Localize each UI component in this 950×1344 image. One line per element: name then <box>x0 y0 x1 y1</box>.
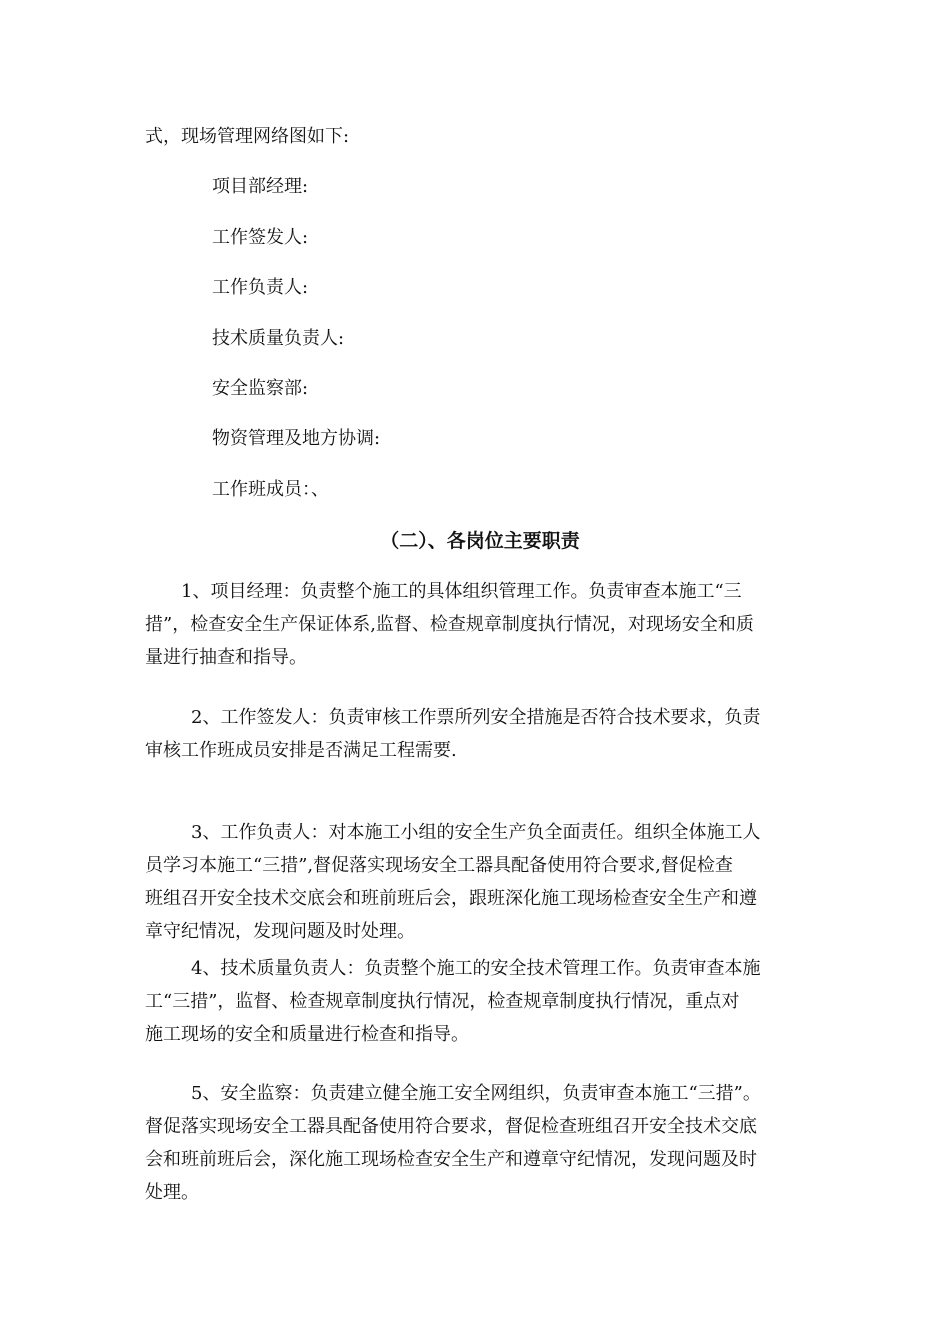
roster-item-project-manager: 项目部经理: <box>212 176 309 197</box>
duty-5-line-1: 5、安全监察：负责建立健全施工安全网组织，负责审查本施工“三措”。 <box>191 1083 761 1104</box>
roster-item-team-members: 工作班成员：、 <box>212 479 329 500</box>
duty-5-line-3: 会和班前班后会，深化施工现场检查安全生产和遵章守纪情况，发现问题及时 <box>145 1149 757 1170</box>
duty-4-line-2: 工“三措”，监督、检查规章制度执行情况，检查规章制度执行情况，重点对 <box>145 991 740 1012</box>
roster-item-tech-quality-leader: 技术质量负责人: <box>212 328 345 349</box>
duty-4-line-1: 4、技术质量负责人：负责整个施工的安全技术管理工作。负责审查本施 <box>191 958 761 979</box>
section-heading: （二）、各岗位主要职责 <box>380 530 580 552</box>
duty-1-line-3: 量进行抽查和指导。 <box>145 647 307 668</box>
duty-paragraph-3 <box>145 816 805 948</box>
roster-item-work-leader: 工作负责人: <box>212 277 309 298</box>
duty-3-line-1: 3、工作负责人：对本施工小组的安全生产负全面责任。组织全体施工人 <box>191 822 761 843</box>
duty-2-line-2: 审核工作班成员安排是否满足工程需要. <box>145 740 457 761</box>
duty-2-line-1: 2、工作签发人：负责审核工作票所列安全措施是否符合技术要求，负责 <box>191 707 761 728</box>
duty-3-line-2: 员学习本施工“三措”,督促落实现场安全工器具配备使用符合要求,督促检查 <box>145 855 733 876</box>
duty-1-line-1: 1、项目经理：负责整个施工的具体组织管理工作。负责审查本施工“三 <box>181 581 742 602</box>
duty-5-line-4: 处理。 <box>145 1182 199 1203</box>
duty-paragraph-4 <box>145 952 805 1051</box>
roster-item-work-issuer: 工作签发人: <box>212 227 309 248</box>
duty-1-line-2: 措”，检查安全生产保证体系,监督、检查规章制度执行情况，对现场安全和质 <box>145 614 754 635</box>
duty-3-line-3: 班组召开安全技术交底会和班前班后会，跟班深化施工现场检查安全生产和遵 <box>145 888 757 909</box>
duty-4-line-3: 施工现场的安全和质量进行检查和指导。 <box>145 1024 469 1045</box>
duty-5-line-2: 督促落实现场安全工器具配备使用符合要求，督促检查班组召开安全技术交底 <box>145 1116 757 1137</box>
roster-item-materials-coordination: 物资管理及地方协调: <box>212 428 381 449</box>
duty-3-line-4: 章守纪情况，发现问题及时处理。 <box>145 921 415 942</box>
duty-paragraph-2 <box>145 701 805 767</box>
intro-line: 式，现场管理网络图如下: <box>145 126 350 147</box>
roster-item-safety-supervision: 安全监察部: <box>212 378 309 399</box>
duty-paragraph-5 <box>145 1077 805 1209</box>
duty-paragraph-1 <box>145 575 805 674</box>
